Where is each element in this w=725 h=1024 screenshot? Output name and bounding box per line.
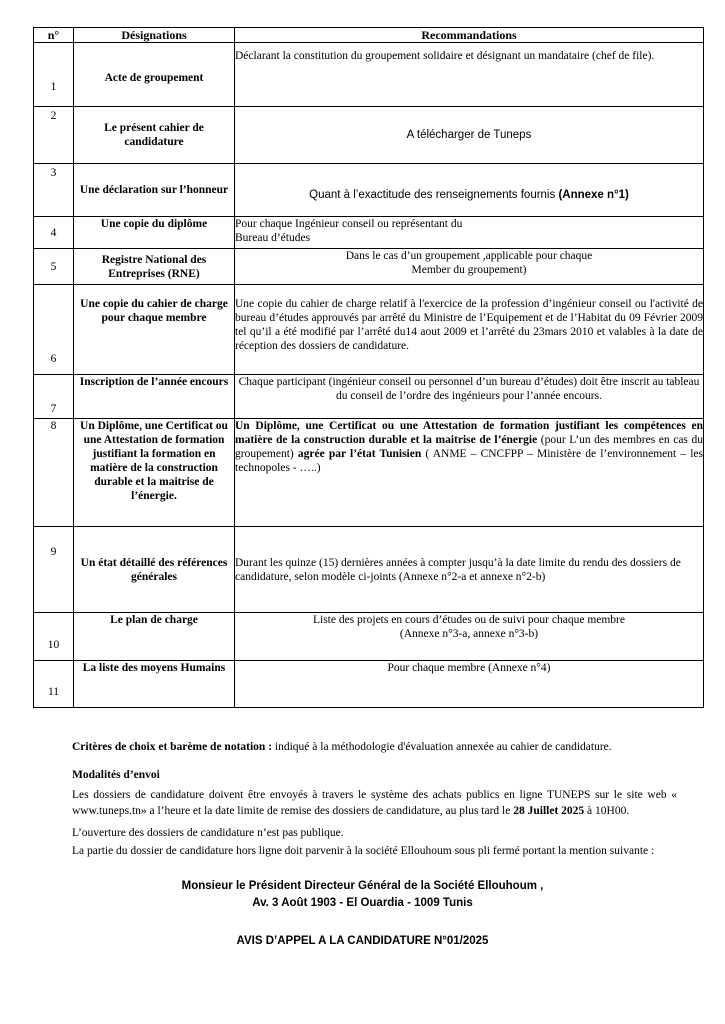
row-number: 8 xyxy=(34,419,74,527)
row-designation: Un état détaillé des références générales xyxy=(74,527,235,613)
row-recommandation: Chaque participant (ingénieur conseil ou personnel d’un bureau d’études) doit être inscrit au tableau du conseil de l’ordre des ingénieurs pour l’année encours. xyxy=(235,375,704,419)
row-designation: Une déclaration sur l’honneur xyxy=(74,164,235,217)
table-row xyxy=(34,164,704,217)
criteria-label: Critères de choix et barème de notation : xyxy=(72,741,273,753)
row-number: 2 xyxy=(34,107,74,164)
row-number: 11 xyxy=(34,661,74,708)
table-row xyxy=(34,661,704,708)
row-designation: Registre National des Entreprises (RNE) xyxy=(74,249,235,285)
rec-bold: agrée par l’état Tunisien xyxy=(297,448,422,460)
row-recommandation: Pour chaque membre (Annexe n°4) xyxy=(235,661,704,708)
rec-line: Bureau d’études xyxy=(235,232,311,244)
deadline-date: 28 Juillet 2025 xyxy=(513,805,585,817)
table-row xyxy=(34,375,704,419)
modalites-title: Modalités d’envoi xyxy=(72,769,160,781)
rec-line: Dans le cas d’un groupement ,applicable pour chaque xyxy=(345,250,593,262)
row-recommandation: Une copie du cahier de charge relatif à l'exercice de la profession d’ingénieur conseil ou l'activité de bureau d’études approuvés par arrêté du Ministre de l’Equipement et de l’Habitat du 09 Février 2009 tel qu’il a été modifié par l’arrêté du14 aout 2009 et l’arrêté du 23mars 2010 et valables à la date de réception des dossiers de candidature. xyxy=(235,285,704,375)
row-designation: Acte de groupement xyxy=(74,43,235,107)
deadline-time: à 10H00. xyxy=(584,805,630,817)
criteria-text: indiqué à la méthodologie d'évaluation annexée au cahier de candidature. xyxy=(272,741,612,753)
table-row xyxy=(34,249,704,285)
rec-line: Member du groupement) xyxy=(411,264,527,276)
rec-text: ( ANME – CNCFPP – Ministère de l’environnement – les technopoles - …..) xyxy=(235,448,703,474)
table-row xyxy=(34,43,704,107)
rec-line: (Annexe n°3-a, annexe n°3-b) xyxy=(399,628,539,640)
header-designations: Désignations xyxy=(74,28,235,43)
row-designation: Le présent cahier de candidature xyxy=(74,107,235,164)
rec-line: Pour chaque Ingénieur conseil ou représentant du xyxy=(235,218,463,230)
row-recommandation xyxy=(235,164,704,217)
row-recommandation xyxy=(235,613,704,661)
row-recommandation: Déclarant la constitution du groupement solidaire et désignant un mandataire (chef de file). xyxy=(235,43,704,107)
row-designation: Une copie du cahier de charge pour chaque membre xyxy=(74,285,235,375)
row-number: 9 xyxy=(34,527,74,613)
rec-text: (pour L’un des membres en cas du groupement) xyxy=(235,434,703,460)
offline-paragraph: La partie du dossier de candidature hors ligne doit parvenir à la société Ellouhoum sous pli fermé portant la mention suivante : xyxy=(72,845,655,857)
address-line-2: Av. 3 Août 1903 - El Ouardia - 1009 Tunis xyxy=(252,897,473,909)
row-designation: Un Diplôme, une Certificat ou une Attestation de formation justifiant la formation en matière de la construction durable et la maitrise de l’énergie. xyxy=(74,419,235,527)
header-recommandations: Recommandations xyxy=(235,28,704,43)
row-designation: La liste des moyens Humains xyxy=(74,661,235,708)
avis-title: AVIS D’APPEL A LA CANDIDATURE N°01/2025 xyxy=(236,935,489,947)
table-row xyxy=(34,217,704,249)
header-num: n° xyxy=(34,28,74,43)
row-recommandation: Durant les quinze (15) dernières années à compter jusqu’à la date limite du rendu des dossiers de candidature, selon modèle ci-joints (Annexe n°2-a et annexe n°2-b) xyxy=(235,527,704,613)
row-number: 3 xyxy=(34,164,74,217)
row-number: 6 xyxy=(34,285,74,375)
row-number: 1 xyxy=(34,43,74,107)
annex-ref: (Annexe n°1) xyxy=(558,189,629,201)
row-recommandation xyxy=(235,419,704,527)
row-recommandation xyxy=(235,217,704,249)
table-row xyxy=(34,527,704,613)
requirements-table xyxy=(33,27,704,708)
modalites-paragraph xyxy=(72,787,677,819)
row-recommandation xyxy=(235,249,704,285)
table-header-row xyxy=(34,28,704,43)
table-row xyxy=(34,419,704,527)
rec-text: Quant à l’exactitude des renseignements fournis xyxy=(309,189,556,201)
table-row xyxy=(34,613,704,661)
row-number: 4 xyxy=(34,217,74,249)
row-number: 7 xyxy=(34,375,74,419)
opening-paragraph: L’ouverture des dossiers de candidature n’est pas publique. xyxy=(72,827,344,839)
criteria-paragraph xyxy=(72,739,677,755)
row-number: 5 xyxy=(34,249,74,285)
table-row xyxy=(34,107,704,164)
row-designation: Une copie du diplôme xyxy=(74,217,235,249)
address-line-1: Monsieur le Président Directeur Général de la Société Ellouhoum , xyxy=(181,880,544,892)
row-number: 10 xyxy=(34,613,74,661)
table-row xyxy=(34,285,704,375)
rec-bold: Un Diplôme, une Certificat ou une Attestation de formation justifiant les compétences en matière de la construction durable et la maitrise de l’énergie xyxy=(235,420,703,446)
modalites-text: Les dossiers de candidature doivent être envoyés à travers le système des achats publics en ligne TUNEPS sur le site web « www.tuneps.tn» a l’heure et la date limite de remise des dossiers de candidature, au plus tard le xyxy=(72,789,677,817)
row-designation: Inscription de l’année encours xyxy=(74,375,235,419)
row-designation: Le plan de charge xyxy=(74,613,235,661)
rec-line: Liste des projets en cours d’études ou de suivi pour chaque membre xyxy=(312,614,625,626)
row-recommandation: A télécharger de Tuneps xyxy=(235,107,704,164)
